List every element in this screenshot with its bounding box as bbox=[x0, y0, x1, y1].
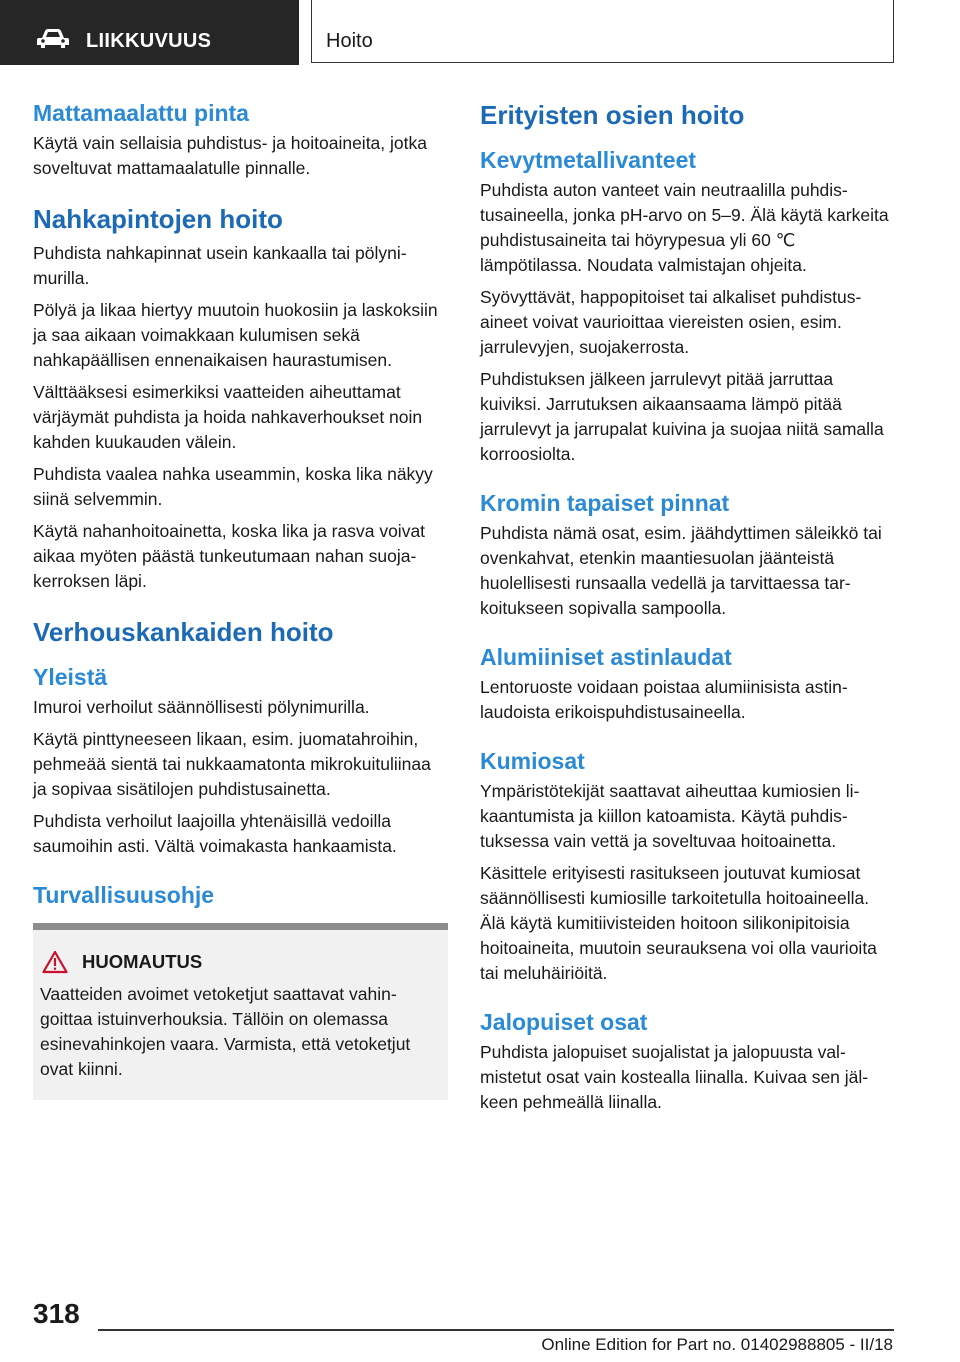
heading-fine-wood-parts: Jalopuiset osat bbox=[480, 1009, 648, 1035]
car-icon bbox=[36, 28, 70, 50]
heading-upholstery-care: Verhouskankaiden hoito bbox=[33, 617, 334, 647]
paragraph: Puhdista nahkapinnat usein kankaalla tai pölynimurilla. bbox=[33, 243, 407, 288]
chapter-title: Hoito bbox=[326, 30, 373, 52]
heading-chrome-surfaces: Kromin tapaiset pinnat bbox=[480, 490, 730, 516]
paragraph: Käytä nahanhoitoainetta, koska lika ja rasva voivat aikaa myöten päästä tunkeutumaan nahan suojakerroksen läpi. bbox=[33, 521, 426, 591]
heading-aluminium-running-boards: Alumiiniset astinlaudat bbox=[480, 644, 732, 670]
heading-alloy-wheels: Kevytmetallivanteet bbox=[480, 147, 697, 173]
paragraph: Käytä pinttyneeseen likaan, esim. juomatahroihin, pehmeää sientä tai nukkaamatonta mikrokuituliinaa ja sopivaa sisätilojen puhdistusainetta. bbox=[33, 729, 431, 799]
notice-box bbox=[33, 923, 448, 1100]
paragraph: Puhdista jalopuiset suojalistat ja jalopuusta valmistetut osat vain kostealla liinalla. Kuivaa sen jälkeen pehmeällä liinalla. bbox=[480, 1042, 869, 1112]
paragraph: Lentoruoste voidaan poistaa alumiinisista astinlaudoista erikoispuhdistusaineella. bbox=[480, 677, 848, 722]
section-label: LIIKKUVUUS bbox=[86, 30, 212, 52]
right-column bbox=[480, 100, 896, 1122]
paragraph: Puhdista vaalea nahka useammin, koska lika näkyy siinä selvemmin. bbox=[33, 464, 433, 509]
left-column bbox=[33, 100, 448, 1100]
section-header-bar bbox=[0, 0, 299, 65]
heading-general: Yleistä bbox=[33, 664, 108, 690]
notice-title: HUOMAUTUS bbox=[82, 951, 203, 972]
paragraph: Käytä vain sellaisia puhdistus- ja hoitoaineita, jotka soveltuvat mattamaalatulle pinnalle. bbox=[33, 133, 427, 178]
heading-matt-paint: Mattamaalattu pinta bbox=[33, 100, 249, 126]
paragraph: Ympäristötekijät saattavat aiheuttaa kumiosien likaantumista ja kiillon katoamista. Käytä puhdistuksessa vain vettä ja soveltuvaa hoitoainetta. bbox=[480, 781, 860, 851]
heading-rubber-parts: Kumiosat bbox=[480, 748, 585, 774]
heading-leather-care: Nahkapintojen hoito bbox=[33, 204, 283, 234]
notice-header bbox=[40, 950, 438, 974]
heading-safety-note: Turvallisuusohje bbox=[33, 882, 215, 908]
chapter-header bbox=[311, 0, 894, 63]
paragraph: Käsittele erityisesti rasitukseen joutuvat kumiosat säännöllisesti kumiosille tarkoitetulla hoitoaineella. Älä käytä kumitiivisteiden hoitoon silikonipitoisia hoitoaineita, muutoin seurauksena voi olla vaurioita tai meluhäiriöitä. bbox=[480, 863, 877, 983]
paragraph: Imuroi verhoilut säännöllisesti pölynimurilla. bbox=[33, 697, 370, 717]
footer-divider bbox=[98, 1329, 894, 1331]
paragraph: Puhdistuksen jälkeen jarrulevyt pitää jarruttaa kuiviksi. Jarrutuksen aikaansaama lämpö pitää jarrulevyt ja jarrupalat kuivina ja suojaa niitä samalla korroosiolta. bbox=[480, 369, 884, 464]
warning-triangle-icon bbox=[42, 950, 68, 974]
paragraph: Pölyä ja likaa hiertyy muutoin huokosiin ja laskoksiin ja saa aikaan voimakkaan kulumisen sekä nahkapäällisen ennenaikaisen haurastumisen. bbox=[33, 300, 438, 370]
paragraph: Puhdista verhoilut laajoilla yhtenäisillä vedoilla saumoihin asti. Vältä voimakasta hankaamista. bbox=[33, 811, 397, 856]
paragraph: Puhdista auton vanteet vain neutraalilla puhdistusaineella, jonka pH-arvo on 5–9. Älä käytä karkeita puhdistusaineita tai höyrypesua yli 60 ℃ lämpötilassa. Noudata valmistajan ohjeita. bbox=[480, 180, 889, 275]
paragraph: Puhdista nämä osat, esim. jäähdyttimen säleikkö tai ovenkahvat, etenkin maantiesuolan jäänteistä huolellisesti runsaalla vedellä ja tarvittaessa tarkoitukseen sopivalla sampoolla. bbox=[480, 523, 882, 618]
heading-special-parts-care: Erityisten osien hoito bbox=[480, 100, 745, 130]
paragraph: Välttääksesi esimerkiksi vaatteiden aiheuttamat värjäymät puhdista ja hoida nahkaverhoukset noin kahden kuukauden välein. bbox=[33, 382, 423, 452]
paragraph: Syövyttävät, happopitoiset tai alkaliset puhdistusaineet voivat vaurioittaa viereisten osien, esim. jarrulevyjen, suojakerrosta. bbox=[480, 287, 862, 357]
notice-text: Vaatteiden avoimet vetoketjut saattavat vahingoittaa istuinverhouksia. Tällöin on olemassa esinevahinkojen vaara. Varmista, että vetoketjut ovat kiinni. bbox=[40, 984, 411, 1079]
page-number: 318 bbox=[33, 1298, 80, 1329]
footer-edition: Online Edition for Part no. 01402988805 - II/18 bbox=[541, 1335, 893, 1354]
